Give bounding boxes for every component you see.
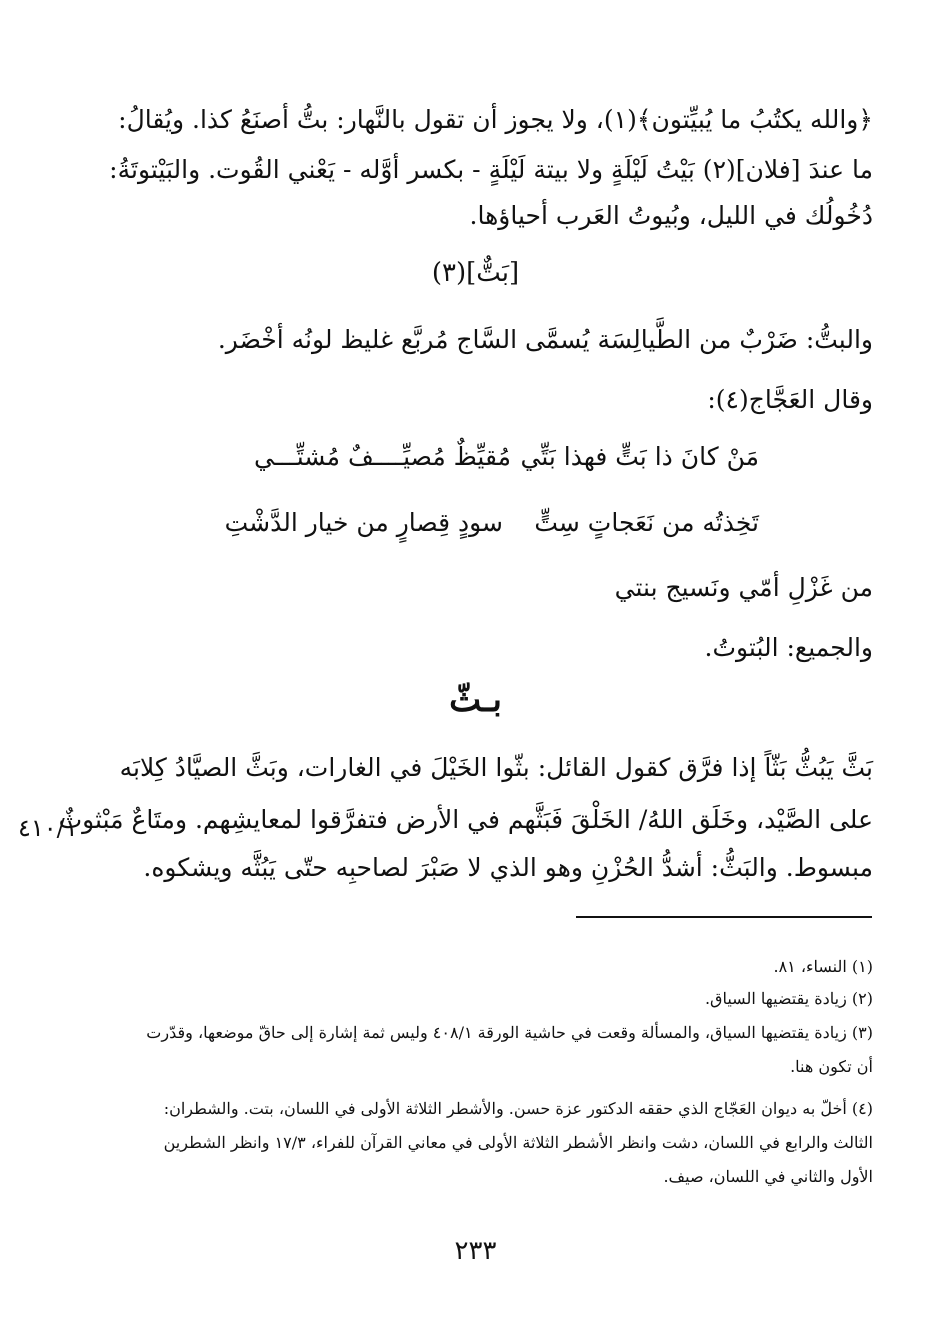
paragraph-line: بَثَّ يَبُثُّ بَثّاً إذا فرَّق كقول القائل: بثّوا الخَيْلَ في الغارات، وبَثَّ الصيَّادُ كِلابَه — [119, 753, 873, 782]
footnote-continuation: أن تكون هنا. — [790, 1057, 873, 1076]
footnote-continuation: الثالث والرابع في اللسان، دشت وانظر الأشطر الثلاثة الأولى في معاني القرآن للفراء، ١٧/٣ وانظر الشطرين — [163, 1133, 873, 1152]
verse-tail-line: من غَزْلِ أمّي ونَسيج بنتي — [614, 573, 873, 602]
footnote: (٢) زيادة يقتضيها السياق. — [704, 989, 873, 1008]
paragraph-line: ﴿والله يكتُبُ ما يُبيِّتون﴾(١)، ولا يجوز أن تقول بالنَّهار: بتُّ أصنَعُ كذا. ويُقالُ: — [118, 105, 873, 134]
entry-subheading: [بَتٌّ](٣) — [431, 258, 520, 288]
paragraph-line: والبتُّ: ضَرْبٌ من الطَّيالِسَة يُسمَّى السَّاج مُربَّع غليظ لونُه أخْضَر. — [217, 325, 873, 354]
footnote: (٣) زيادة يقتضيها السياق، والمسألة وقعت في حاشية الورقة ٤٠٨/١ وليس ثمة إشارة إلى حاقّ موضعها، وقدّرت — [146, 1023, 873, 1042]
footnote: (٤) أخلّ به ديوان العَجّاج الذي حققه الدكتور عزة حسن. والأشطر الثلاثة الأولى في اللسان، بتت. والشطران: — [163, 1099, 873, 1118]
footnote-continuation: الأول والثاني في اللسان، صيف. — [663, 1167, 873, 1186]
verse-hemistich-first: مَنْ كانَ ذا بَتٍّ فهذا بَتِّي — [520, 442, 759, 471]
page-number: ٢٣٣ — [454, 1236, 497, 1266]
paragraph-line: دُخُولُك في الليل، وبُيوتُ العَرب أحياؤها. — [469, 201, 873, 230]
plural-line: والجميع: البُتوتُ. — [704, 633, 873, 662]
verse-hemistich-second: سودٍ قِصارٍ من خيار الدَّشْتِ — [224, 508, 503, 537]
paragraph-line: على الصَّيْد، وخَلَق اللهُ/ الخَلْقَ فَبَثَّهم في الأرض فتفرَّقوا لمعايشِهم. ومتَاعٌ مَبْثوثٌ — [58, 805, 873, 834]
paragraph-line: ما عندَ [فلان](٢) بَيْتُ لَيْلَةٍ ولا بيتة لَيْلَةٍ - بكسر أوَّله - يَعْني القُوت. والبَيْتوتَةُ: — [109, 155, 873, 184]
verse-hemistich-second: مُقيِّظٌ مُصيِّــــفٌ مُشتِّـــي — [253, 442, 511, 471]
manuscript-folio-reference: ٤١٠/١ — [18, 814, 78, 842]
footnote-divider — [576, 916, 872, 918]
paragraph-line: مبسوط. والبَثُّ: أشدُّ الحُزْنِ وهو الذي لا صَبْرَ لصاحبِه حتّى يَبُثَّه ويشكوه. — [143, 853, 873, 882]
footnote: (١) النساء، ٨١. — [773, 957, 873, 976]
paragraph-line: وقال العَجَّاج(٤): — [707, 385, 873, 414]
root-heading: بـثّ — [449, 680, 502, 720]
verse-hemistich-first: تَخِذتُه من نَعَجاتٍ سِتٍّ — [534, 508, 759, 537]
